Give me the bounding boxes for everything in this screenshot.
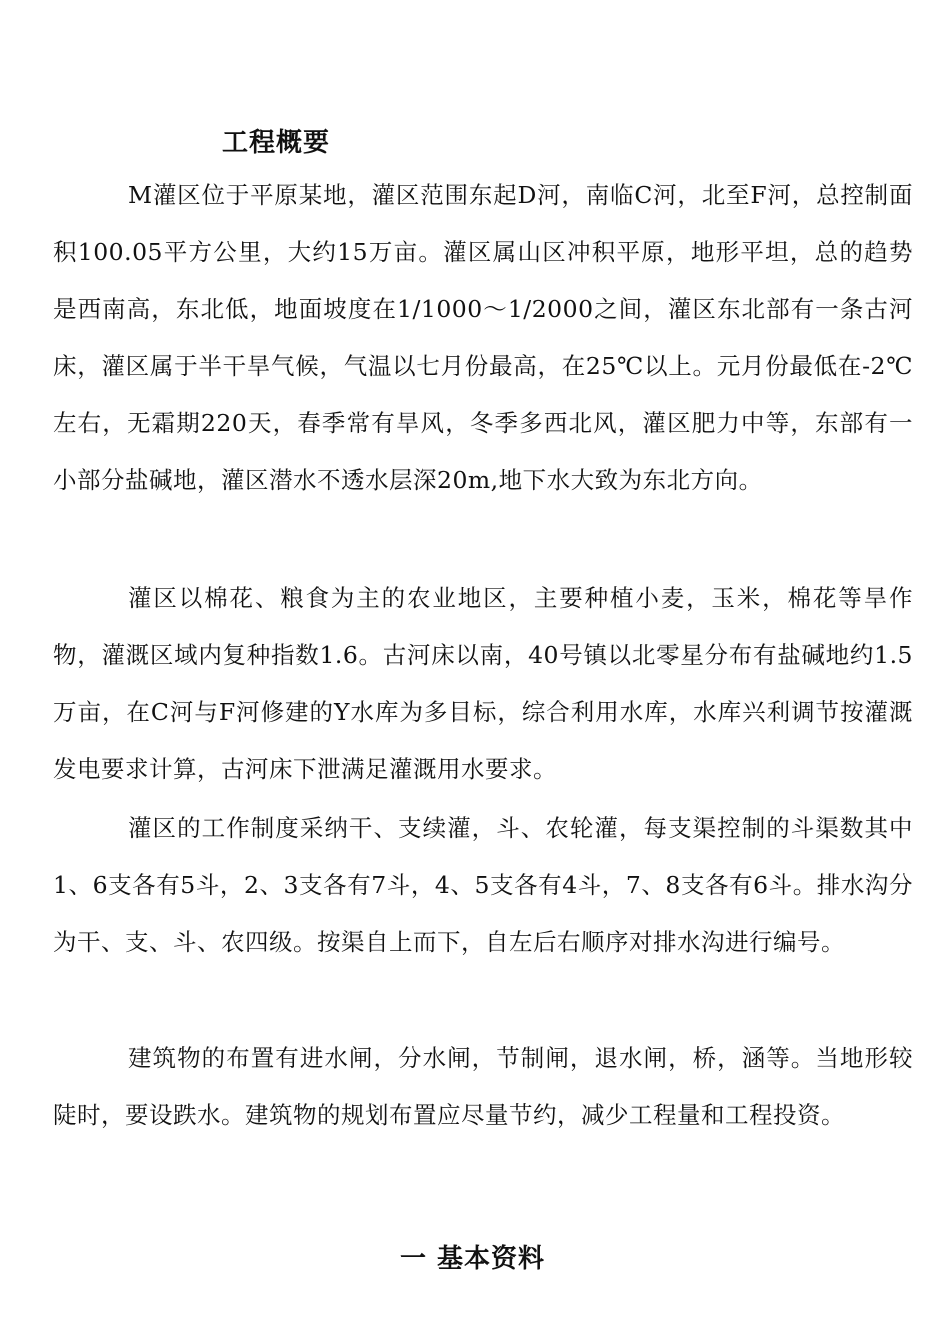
paragraph-overview: M灌区位于平原某地，灌区范围东起D河，南临C河，北至F河，总控制面积100.05平方公里，大约15万亩。灌区属山区冲积平原，地形平坦，总的趋势是西南高，东北低，地面坡度在1/1000～1/2000之间，灌区东北部有一条古河床，灌区属于半干旱气候，气温以七月份最高，在25℃以上。元月份最低在-2℃左右，无霜期220天，春季常有旱风，冬季多西北风，灌区肥力中等，东部有一小部分盐碱地，灌区潜水不透水层深20m,地下水大致为东北方向。	[53, 181, 913, 494]
section-heading: 一 基本资料	[400, 1244, 546, 1274]
paragraph-structures: 建筑物的布置有进水闸，分水闸，节制闸，退水闸，桥，涵等。当地形较陡时，要设跌水。建筑物的规划布置应尽量节约，减少工程量和工程投资。	[53, 1044, 913, 1129]
paragraph-irrigation-system: 灌区的工作制度采纳干、支续灌，斗、农轮灌，每支渠控制的斗渠数其中1、6支各有5斗，2、3支各有7斗，4、5支各有4斗，7、8支各有6斗。排水沟分为干、支、斗、农四级。按渠自上而下，自左后右顺序对排水沟进行编号。	[53, 814, 913, 956]
paragraph-agriculture: 灌区以棉花、粮食为主的农业地区，主要种植小麦，玉米，棉花等旱作物，灌溉区域内复种指数1.6。古河床以南，40号镇以北零星分布有盐碱地约1.5万亩，在C河与F河修建的Y水库为多目标，综合利用水库，水库兴利调节按灌溉发电要求计算，古河床下泄满足灌溉用水要求。	[53, 584, 913, 783]
document-title: 工程概要	[222, 128, 331, 158]
